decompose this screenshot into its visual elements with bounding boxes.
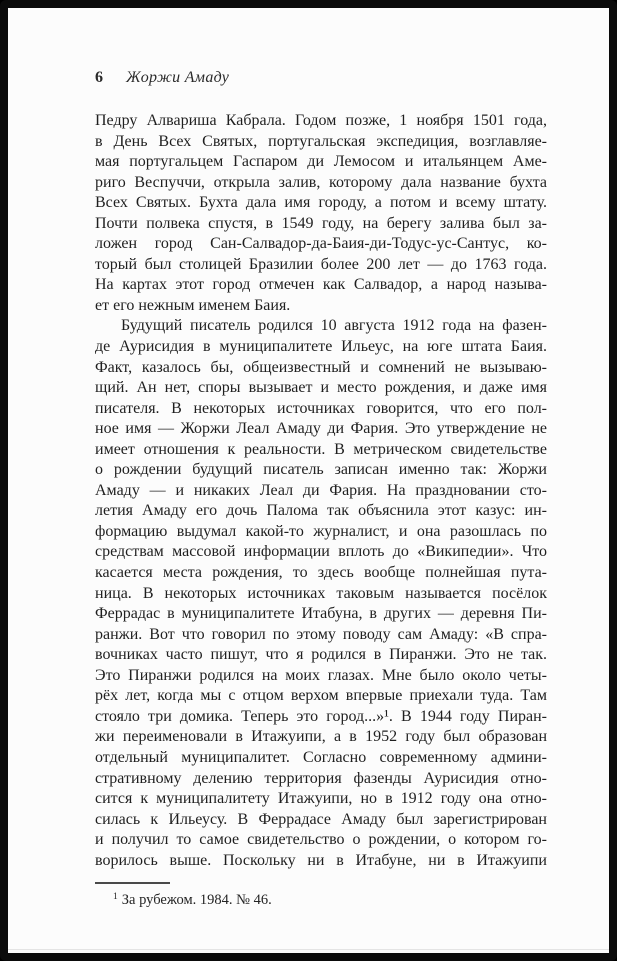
text-line: ранжи. Вот что говорил по этому поводу сам Амаду: «В спра- [95, 625, 547, 643]
text-line: ворилось выше. Поскольку ни в Итабуне, ни в Итажуипи [95, 851, 547, 869]
text-line: имеет отношения к реальности. В метрическом свидетельстве [95, 440, 547, 458]
text-line: Факт, казалось бы, общеизвестный и сомнений не вызываю- [95, 358, 547, 376]
text-line: Амаду — и никаких Леал ди Фария. На праздновании сто- [95, 481, 547, 499]
text-line: рёх лет, когда мы с отцом верхом впервые приехали туда. Там [95, 687, 547, 705]
footnote [95, 891, 547, 909]
text-line: писателя. В некоторых источниках говорится, что его пол- [95, 399, 547, 417]
text-line: мая португальцем Гаспаром ди Лемосом и итальянцем Аме- [95, 153, 547, 171]
text-line: стративному делению территория фазенды Аурисидия отно- [95, 769, 547, 787]
text-line: Всех Святых. Бухта дала имя городу, а потом и всему штату. [95, 194, 547, 212]
page-edge-shadow [8, 949, 609, 950]
text-line: Это Пиранжи родился на моих глазах. Мне было около четы- [95, 666, 547, 684]
body-text [95, 111, 547, 871]
text-line: риго Веспуччи, открыла залив, которому дала название бухта [95, 173, 547, 191]
text-line: силась к Ильеусу. В Феррадасе Амаду был зарегистрирован [95, 810, 547, 828]
text-line: ложен город Сан-Салвадор-да-Баия-ди-Тодус-ус-Сантус, ко- [95, 235, 547, 253]
text-line: де Аурисидия в муниципалитете Ильеус, на юге штата Баия. [95, 338, 547, 356]
text-line: ное имя — Жоржи Леал Амаду ди Фария. Это утверждение не [95, 420, 547, 438]
text-line: Почти полвека спустя, в 1549 году, на берегу залива был за- [95, 214, 547, 232]
text-line: касается места рождения, то здесь вообще полнейшая пута- [95, 564, 547, 582]
text-line: в День Всех Святых, португальская экспедиция, возглавляе- [95, 132, 547, 150]
text-line: о рождении будущий писатель записан именно так: Жоржи [95, 461, 547, 479]
text-line: летия Амаду его дочь Палома так объяснила этот казус: ин- [95, 502, 547, 520]
text-line: На картах этот город отмечен как Салвадор, а народ называ- [95, 276, 547, 294]
text-line: жи переименовали в Итажуипи, а в 1952 году был образован [95, 728, 547, 746]
page-number: 6 [95, 69, 103, 86]
footnote-divider [95, 882, 170, 884]
text-line: отдельный муниципалитет. Согласно современному админи- [95, 748, 547, 766]
text-line: стояло три домика. Теперь это город...»¹. В 1944 году Пиран- [95, 707, 547, 725]
text-line: и получил то самое свидетельство о рождении, о котором го- [95, 831, 547, 849]
text-line: формацию выдумал какой-то журналист, и она разошлась по [95, 522, 547, 540]
text-line: ница. В некоторых источниках таковым называется посёлок [95, 584, 547, 602]
text-line: сится к муниципалитету Итажуипи, но в 1912 году она отно- [95, 790, 547, 808]
text-line: ет его нежным именем Баия. [95, 296, 291, 314]
text-line: торый был столицей Бразилии более 200 лет — до 1763 года. [95, 255, 547, 273]
running-title: Жоржи Амаду [126, 69, 230, 86]
footnote-marker: 1 [113, 892, 118, 902]
text-line: щий. Ан нет, споры вызывает и место рождения, и даже имя [95, 379, 547, 397]
text-line: средствам массовой информации вплоть до «Википедии». Что [95, 543, 547, 561]
page-header [95, 69, 229, 87]
text-line: Будущий писатель родился 10 августа 1912 года на фазен- [121, 317, 547, 335]
footnote-text: За рубежом. 1984. № 46. [121, 892, 272, 908]
book-page [8, 8, 609, 953]
text-line: Феррадас в муниципалитете Итабуна, в других — деревня Пи- [95, 605, 547, 623]
text-line: вочниках часто пишут, что я родился в Пиранжи. Это не так. [95, 646, 547, 664]
text-line: Педру Алвариша Кабрала. Годом позже, 1 ноября 1501 года, [95, 112, 547, 129]
